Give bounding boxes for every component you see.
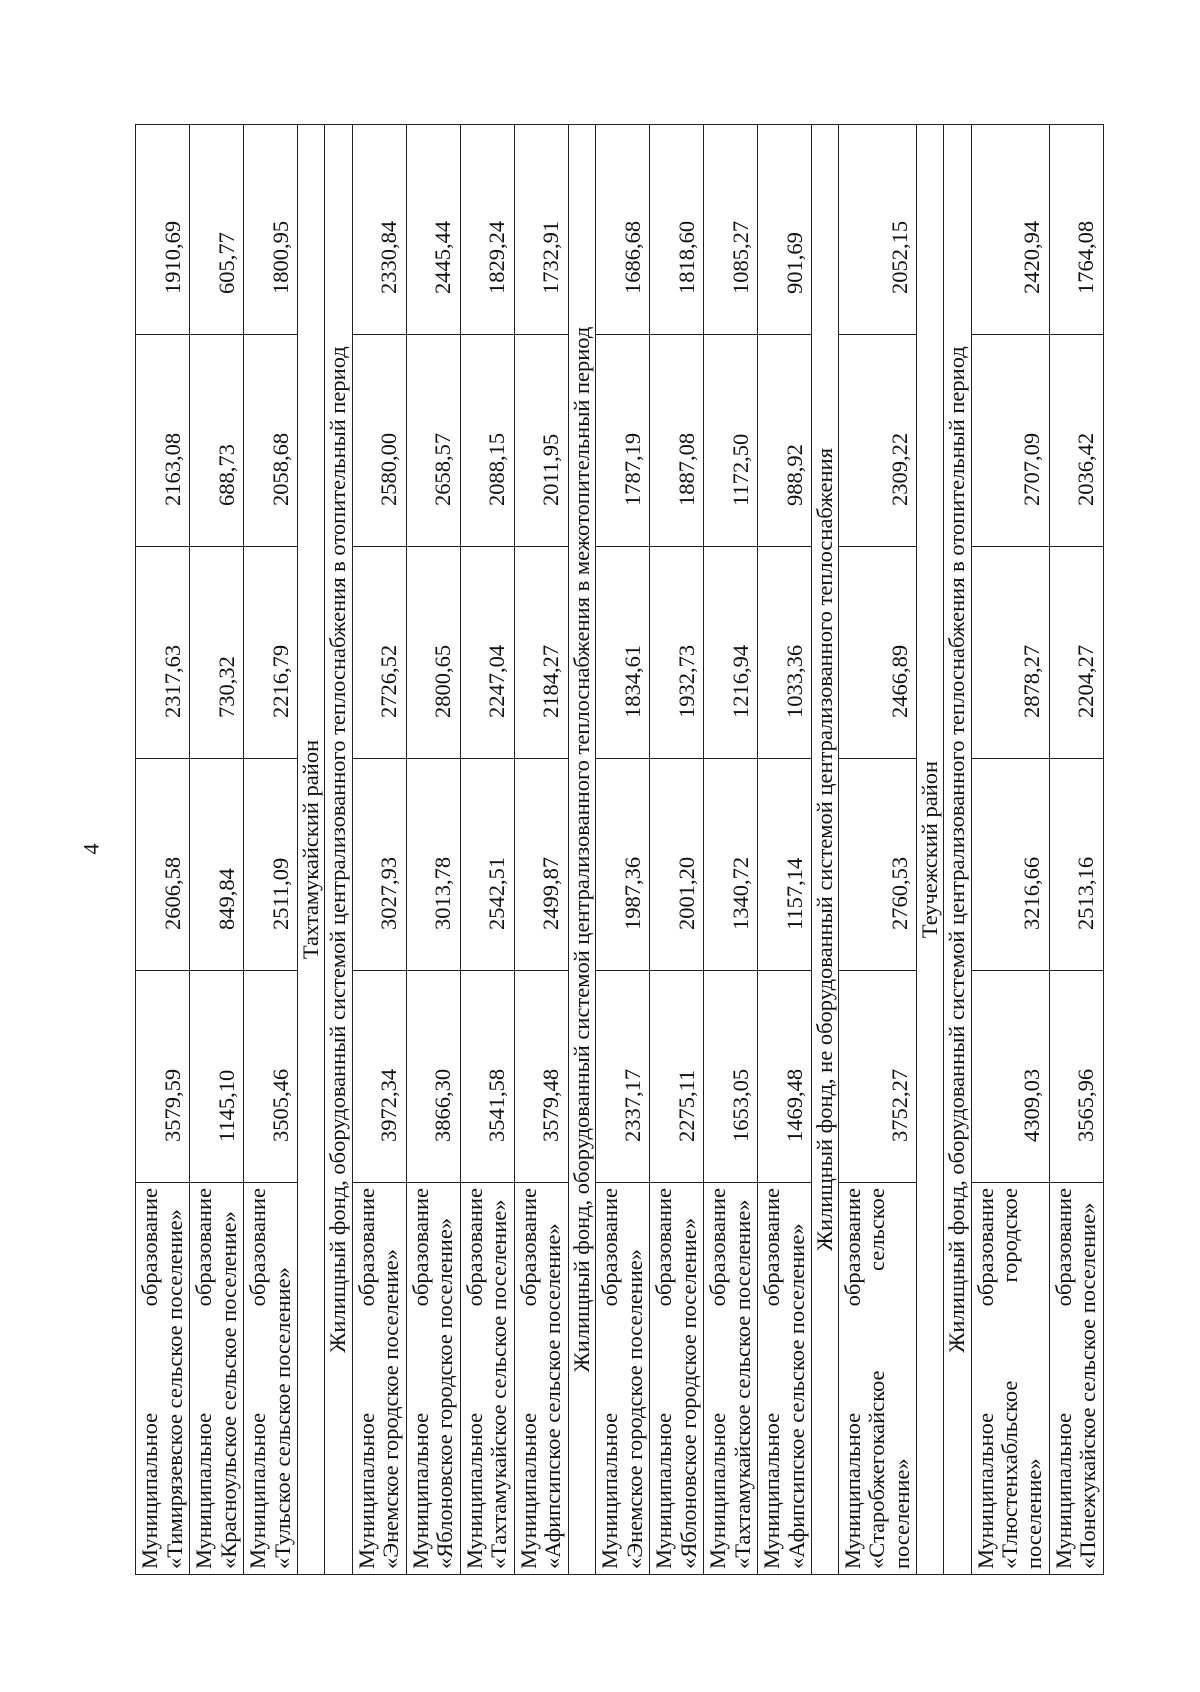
value-cell: 2317,63 [136, 547, 190, 759]
value-cell: 2658,57 [406, 335, 460, 547]
value-cell: 1800,95 [244, 125, 298, 335]
value-cell: 2513,16 [1049, 759, 1103, 971]
value-cell: 2275,11 [649, 971, 703, 1183]
value-cell: 3752,27 [839, 971, 917, 1183]
municipality-name-cell: Муниципальное образование «Тульское сельское поселение» [244, 1183, 298, 1575]
table-row [1049, 125, 1103, 1575]
municipality-name-cell: Муниципальное образование «Яблоновское городское поселение» [649, 1183, 703, 1575]
value-cell: 2011,95 [514, 335, 568, 547]
table-row [703, 125, 757, 1575]
value-cell: 2420,94 [971, 125, 1049, 335]
value-cell: 2330,84 [352, 125, 406, 335]
table-row [757, 125, 811, 1575]
table-body [136, 125, 1104, 1575]
value-cell: 1145,10 [190, 971, 244, 1183]
municipality-name-cell: Муниципальное образование «Афипсипское сельское поселение» [757, 1183, 811, 1575]
municipality-name-cell: Муниципальное образование «Афипсипское сельское поселение» [514, 1183, 568, 1575]
table-row [244, 125, 298, 1575]
value-cell: 2726,52 [352, 547, 406, 759]
table-row [460, 125, 514, 1575]
value-cell: 1787,19 [595, 335, 649, 547]
municipality-name-cell: Муниципальное образование «Энемское городское поселение» [595, 1183, 649, 1575]
municipality-name-cell: Муниципальное образование «Энемское городское поселение» [352, 1183, 406, 1575]
value-cell: 1340,72 [703, 759, 757, 971]
value-cell: 1818,60 [649, 125, 703, 335]
value-cell: 3579,48 [514, 971, 568, 1183]
section-header-cell: Теучежский район [917, 125, 944, 1575]
section-header-cell: Жилищный фонд, оборудованный системой централизованного теплоснабжения в межотопительный период [568, 125, 595, 1575]
table-row [190, 125, 244, 1575]
value-cell: 2337,17 [595, 971, 649, 1183]
value-cell: 988,92 [757, 335, 811, 547]
table-row [514, 125, 568, 1575]
value-cell: 1910,69 [136, 125, 190, 335]
page-number: 4 [78, 843, 104, 855]
value-cell: 2001,20 [649, 759, 703, 971]
municipality-name-cell: Муниципальное образование «Тлюстенхабльское городское поселение» [971, 1183, 1049, 1575]
value-cell: 3027,93 [352, 759, 406, 971]
table-row [595, 125, 649, 1575]
municipality-name-cell: Муниципальное образование «Понежукайское сельское поселение» [1049, 1183, 1103, 1575]
value-cell: 2247,04 [460, 547, 514, 759]
value-cell: 2216,79 [244, 547, 298, 759]
municipality-name-cell: Муниципальное образование «Тахтамукайское сельское поселение» [460, 1183, 514, 1575]
value-cell: 1887,08 [649, 335, 703, 547]
value-cell: 2511,09 [244, 759, 298, 971]
section-header-cell: Жилищный фонд, оборудованный системой централизованного теплоснабжения в отопительный период [325, 125, 352, 1575]
section-header-cell: Тахтамукайский район [298, 125, 325, 1575]
municipality-name-cell: Муниципальное образование «Старобжегокайское сельское поселение» [839, 1183, 917, 1575]
value-cell: 2163,08 [136, 335, 190, 547]
value-cell: 1764,08 [1049, 125, 1103, 335]
value-cell: 1216,94 [703, 547, 757, 759]
value-cell: 2052,15 [839, 125, 917, 335]
value-cell: 3972,34 [352, 971, 406, 1183]
value-cell: 1085,27 [703, 125, 757, 335]
value-cell: 2058,68 [244, 335, 298, 547]
table-row [406, 125, 460, 1575]
value-cell: 605,77 [190, 125, 244, 335]
value-cell: 2878,27 [971, 547, 1049, 759]
value-cell: 2800,65 [406, 547, 460, 759]
municipality-name-cell: Муниципальное образование «Красноульское сельское поселение» [190, 1183, 244, 1575]
value-cell: 1932,73 [649, 547, 703, 759]
value-cell: 1653,05 [703, 971, 757, 1183]
value-cell: 2606,58 [136, 759, 190, 971]
value-cell: 2707,09 [971, 335, 1049, 547]
value-cell: 901,69 [757, 125, 811, 335]
value-cell: 2542,51 [460, 759, 514, 971]
value-cell: 1033,36 [757, 547, 811, 759]
value-cell: 1732,91 [514, 125, 568, 335]
value-cell: 3013,78 [406, 759, 460, 971]
value-cell: 3866,30 [406, 971, 460, 1183]
value-cell: 2445,44 [406, 125, 460, 335]
value-cell: 849,84 [190, 759, 244, 971]
value-cell: 2466,89 [839, 547, 917, 759]
value-cell: 2204,27 [1049, 547, 1103, 759]
section-header-row [325, 125, 352, 1575]
section-header-row [298, 125, 325, 1575]
value-cell: 2036,42 [1049, 335, 1103, 547]
value-cell: 2088,15 [460, 335, 514, 547]
section-header-row [917, 125, 944, 1575]
value-cell: 2499,87 [514, 759, 568, 971]
municipality-name-cell: Муниципальное образование «Яблоновское городское поселение» [406, 1183, 460, 1575]
table-row [649, 125, 703, 1575]
value-cell: 730,32 [190, 547, 244, 759]
value-cell: 688,73 [190, 335, 244, 547]
value-cell: 1987,36 [595, 759, 649, 971]
value-cell: 1157,14 [757, 759, 811, 971]
table-row [352, 125, 406, 1575]
section-header-row [568, 125, 595, 1575]
section-header-cell: Жилищный фонд, оборудованный системой централизованного теплоснабжения в отопительный период [944, 125, 971, 1575]
tariff-table [135, 124, 1104, 1575]
section-header-row [944, 125, 971, 1575]
value-cell: 2309,22 [839, 335, 917, 547]
value-cell: 2184,27 [514, 547, 568, 759]
value-cell: 4309,03 [971, 971, 1049, 1183]
municipality-name-cell: Муниципальное образование «Тимирязевское сельское поселение» [136, 1183, 190, 1575]
value-cell: 3216,66 [971, 759, 1049, 971]
value-cell: 1686,68 [595, 125, 649, 335]
value-cell: 1829,24 [460, 125, 514, 335]
table-row [136, 125, 190, 1575]
value-cell: 2580,00 [352, 335, 406, 547]
section-header-cell: Жилищный фонд, не оборудованный системой централизованного теплоснабжения [811, 125, 838, 1575]
municipality-name-cell: Муниципальное образование «Тахтамукайское сельское поселение» [703, 1183, 757, 1575]
value-cell: 2760,53 [839, 759, 917, 971]
value-cell: 3505,46 [244, 971, 298, 1183]
table-row [839, 125, 917, 1575]
value-cell: 3541,58 [460, 971, 514, 1183]
value-cell: 3579,59 [136, 971, 190, 1183]
value-cell: 1469,48 [757, 971, 811, 1183]
value-cell: 1834,61 [595, 547, 649, 759]
table-row [971, 125, 1049, 1575]
section-header-row [811, 125, 838, 1575]
value-cell: 1172,50 [703, 335, 757, 547]
rotated-table-container [135, 125, 1101, 1575]
value-cell: 3565,96 [1049, 971, 1103, 1183]
